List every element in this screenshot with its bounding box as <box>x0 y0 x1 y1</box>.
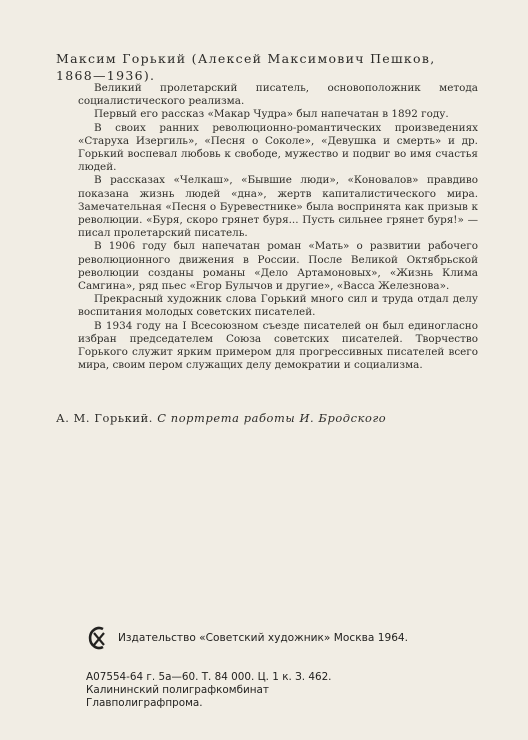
paragraph: В 1906 году был напечатан роман «Мать» о развитии рабочего революционного движения в России. После Великой Октябрьской революции созданы романы «Дело Артамоновых», «Жизнь Клима Самгина», ряд пьес «Егор Булычов и другие», «Васса Железнова». <box>78 240 478 293</box>
publisher-line <box>86 623 506 653</box>
page-title: Максим Горький (Алексей Максимович Пешков, 1868—1936). <box>56 51 436 83</box>
publisher-text: Издательство «Советский художник» Москва 1964. <box>118 632 409 644</box>
caption-subject: А. М. Горький. <box>56 411 153 425</box>
paragraph: В своих ранних революционно-романтических произведениях «Старуха Изергиль», «Песня о Соколе», «Девушка и смерть» и др. Горький воспевал любовь к свободе, мужество и подвиг во имя счастья людей. <box>78 121 478 174</box>
paragraph: Первый его рассказ «Макар Чудра» был напечатан в 1892 году. <box>94 108 449 121</box>
imprint-line: Главполиграфпрома. <box>86 697 203 709</box>
caption-credit: С портрета работы И. Бродского <box>157 411 387 425</box>
imprint-line: Калининский полиграфкомбинат <box>86 684 269 696</box>
publisher-logo-icon <box>86 623 108 653</box>
imprint <box>86 671 466 710</box>
biography-text <box>78 82 478 372</box>
paragraph: В 1934 году на I Всесоюзном съезде писателей он был единогласно избран председателем Союза советских писателей. Творчество Горького служит ярким примером для прогрессивных писателей всего мира, своим пером служащих делу демократии и социализма. <box>78 319 478 372</box>
paragraph: В рассказах «Челкаш», «Бывшие люди», «Коновалов» правдиво показана жизнь людей «дна», жертв капиталистического мира. Замечательная «Песня о Буревестнике» была воспринята как призыв к революции. «Буря, скоро грянет буря... Пусть сильнее грянет буря!» — писал пролетарский писатель. <box>78 174 478 240</box>
paragraph: Великий пролетарский писатель, основоположник метода социалистического реализма. <box>78 82 478 108</box>
portrait-caption <box>56 411 486 425</box>
paragraph: Прекрасный художник слова Горький много сил и труда отдал делу воспитания молодых советских писателей. <box>78 293 478 319</box>
imprint-line: А07554-64 г. 5а—60. Т. 84 000. Ц. 1 к. З. 462. <box>86 671 332 683</box>
